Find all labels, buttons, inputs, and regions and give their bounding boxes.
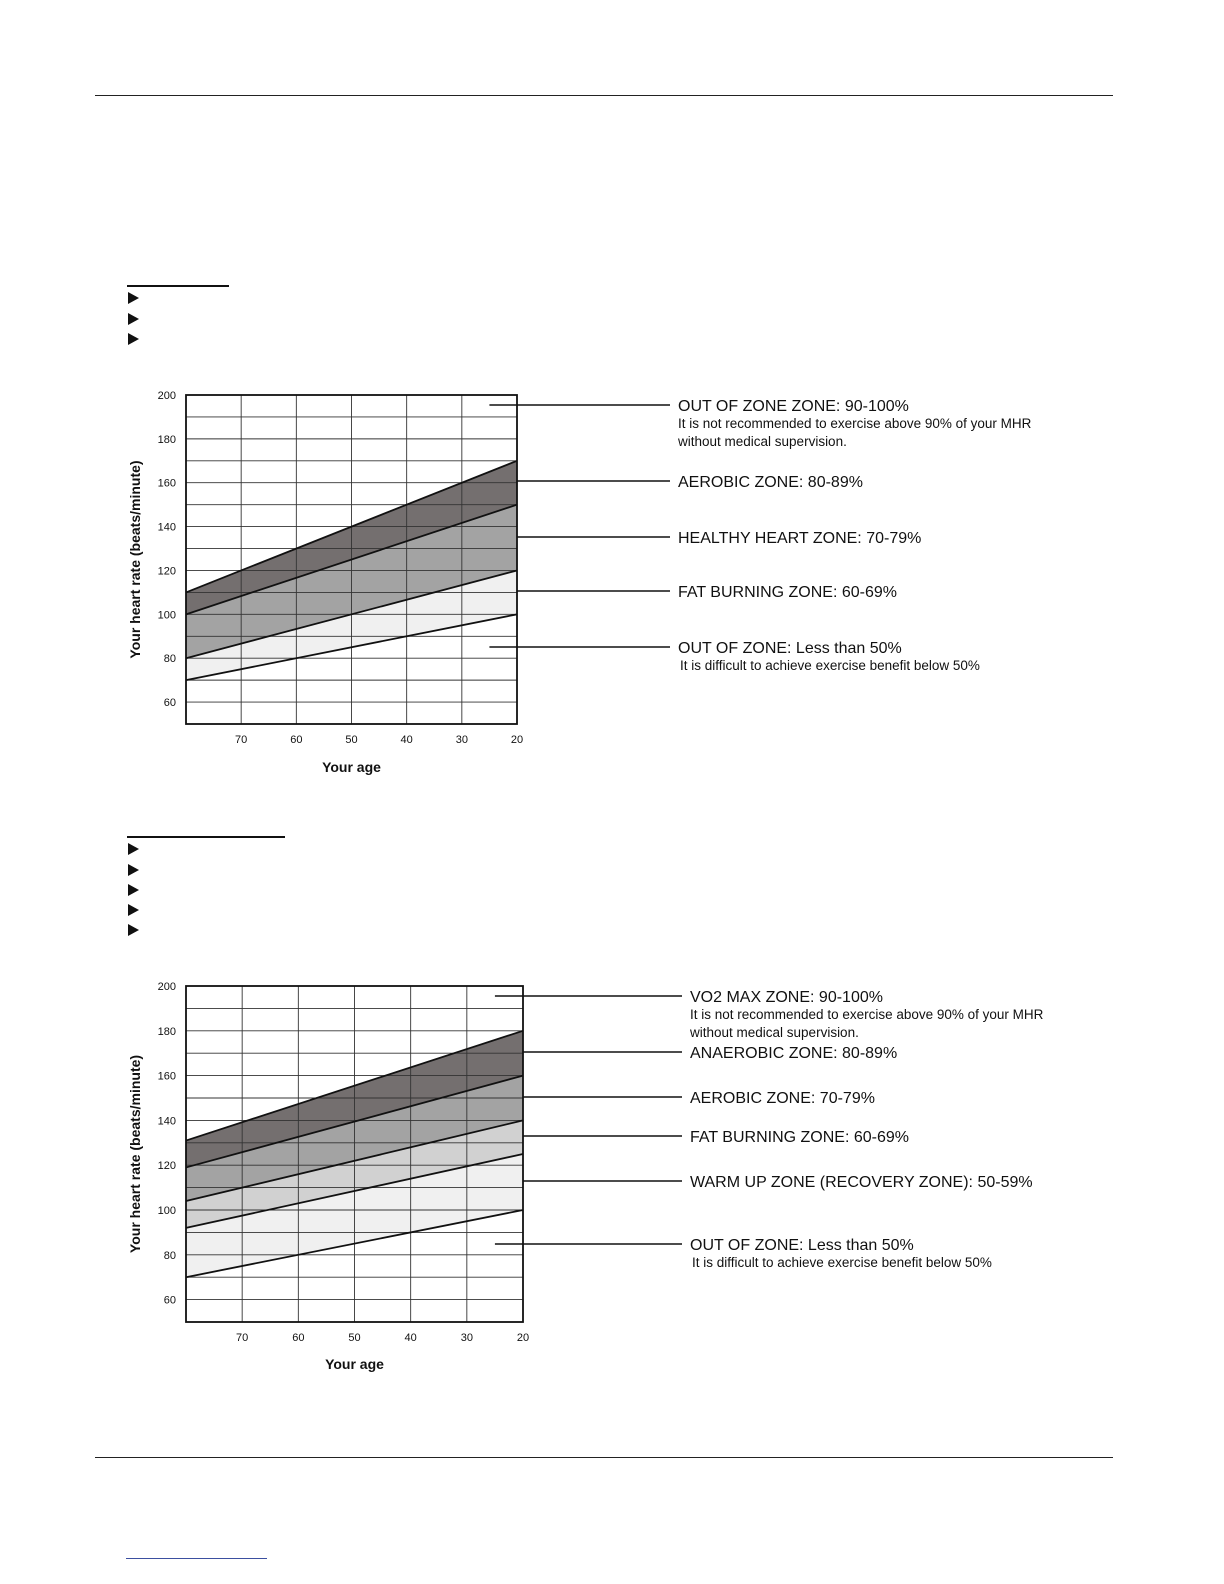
zone-label: FAT BURNING ZONE: 60-69% bbox=[678, 584, 898, 601]
y-tick-label: 200 bbox=[157, 390, 176, 402]
zone-note: without medical supervision. bbox=[678, 434, 847, 449]
zone-label: VO2 MAX ZONE: 90-100% bbox=[690, 989, 883, 1006]
x-tick-label: 30 bbox=[455, 734, 468, 746]
y-tick-label: 100 bbox=[157, 609, 176, 622]
y-axis-label: Your heart rate (beats/minute) bbox=[127, 460, 143, 659]
footer-link-underline bbox=[126, 1558, 267, 1559]
zone-note: without medical supervision. bbox=[690, 1025, 859, 1040]
zone-label: HEALTHY HEART ZONE: 70-79% bbox=[678, 530, 922, 547]
zone-note: It is not recommended to exercise above 90% of your MHR bbox=[690, 1007, 1044, 1022]
zone-label: AEROBIC ZONE: 80-89% bbox=[678, 474, 863, 491]
zone-note: It is difficult to achieve exercise benefit below 50% bbox=[680, 658, 980, 673]
zone-label: OUT OF ZONE: Less than 50% bbox=[678, 640, 902, 657]
y-tick-label: 180 bbox=[157, 433, 176, 446]
x-tick-label: 70 bbox=[235, 734, 248, 746]
y-tick-label: 120 bbox=[157, 1160, 176, 1173]
zone-note: It is difficult to achieve exercise benefit below 50% bbox=[692, 1255, 992, 1270]
y-tick-label: 180 bbox=[157, 1025, 176, 1038]
zone-label: OUT OF ZONE: Less than 50% bbox=[690, 1237, 914, 1254]
y-axis-label: Your heart rate (beats/minute) bbox=[127, 1054, 143, 1254]
x-tick-label: 50 bbox=[348, 1332, 361, 1344]
x-tick-label: 70 bbox=[236, 1332, 249, 1344]
zone-label: FAT BURNING ZONE: 60-69% bbox=[690, 1129, 910, 1146]
y-tick-label: 60 bbox=[163, 697, 176, 710]
zone-label: OUT OF ZONE ZONE: 90-100% bbox=[678, 398, 909, 415]
x-axis-label: Your age bbox=[325, 1356, 384, 1372]
x-tick-label: 30 bbox=[460, 1332, 473, 1344]
y-tick-label: 60 bbox=[163, 1294, 176, 1307]
y-tick-label: 160 bbox=[157, 1070, 176, 1083]
y-tick-label: 140 bbox=[157, 1115, 176, 1128]
y-tick-label: 80 bbox=[163, 653, 176, 666]
x-tick-label: 60 bbox=[292, 1332, 305, 1344]
zone-note: It is not recommended to exercise above 90% of your MHR bbox=[678, 416, 1032, 431]
x-tick-label: 20 bbox=[510, 734, 524, 746]
y-tick-label: 80 bbox=[163, 1249, 176, 1262]
y-tick-label: 140 bbox=[157, 521, 176, 534]
x-tick-label: 20 bbox=[516, 1332, 530, 1344]
y-tick-label: 120 bbox=[157, 565, 176, 578]
x-tick-label: 50 bbox=[345, 734, 358, 746]
footer-rule bbox=[95, 1457, 1113, 1458]
y-tick-label: 160 bbox=[157, 477, 176, 490]
zone-label: AEROBIC ZONE: 70-79% bbox=[690, 1090, 875, 1107]
zone-label: ANAEROBIC ZONE: 80-89% bbox=[690, 1045, 898, 1062]
x-tick-label: 60 bbox=[290, 734, 303, 746]
zone-label: WARM UP ZONE (RECOVERY ZONE): 50-59% bbox=[690, 1174, 1033, 1191]
x-tick-label: 40 bbox=[400, 734, 413, 746]
y-tick-label: 200 bbox=[157, 981, 176, 993]
x-axis-label: Your age bbox=[322, 759, 381, 775]
y-tick-label: 100 bbox=[157, 1205, 176, 1217]
x-tick-label: 40 bbox=[404, 1332, 417, 1344]
